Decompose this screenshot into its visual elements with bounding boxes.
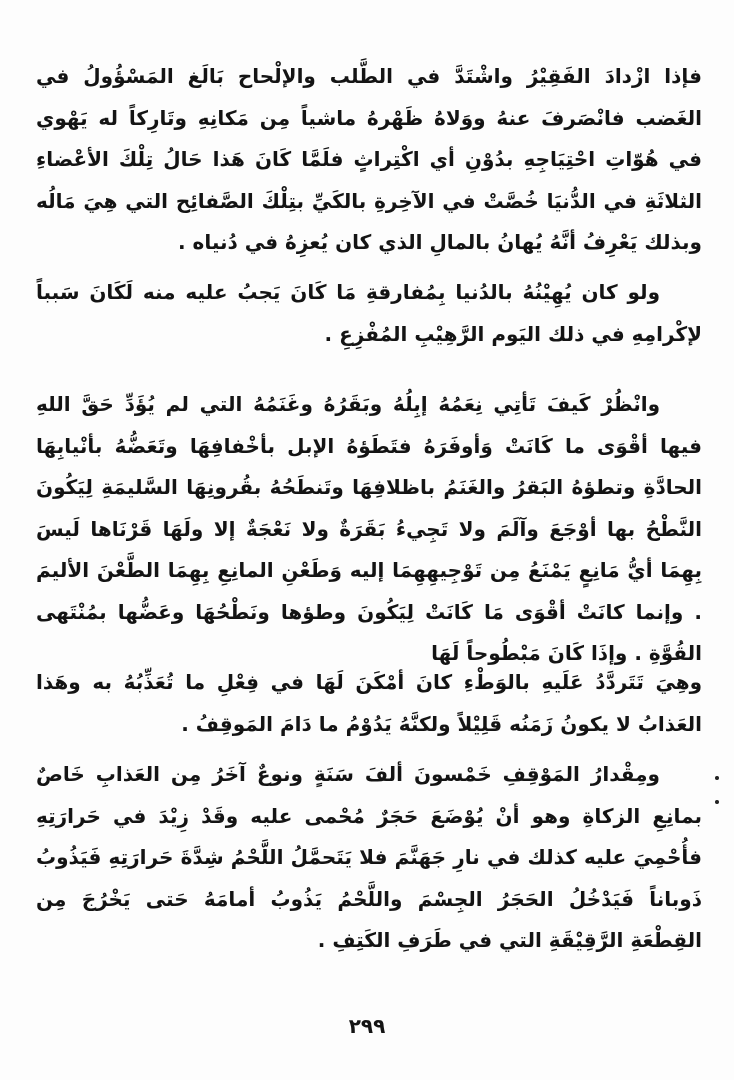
- paragraph-1: [36, 56, 702, 264]
- paragraph-3: [36, 384, 702, 675]
- paragraph-text: ولو كان يُهِيْنُهُ بالدُنيا بِمُفارقةِ مَا كَانَ يَجبُ عليه منه لَكَانَ سَبباً لإكْرامِهِ في ذلك اليَوم الرَّهِيْبِ المُفْزِعِ .: [36, 280, 702, 346]
- paragraph-5: [36, 754, 702, 962]
- paragraph-4: [36, 662, 702, 745]
- paragraph-text: وهِيَ تَتَردَّدُ عَلَيهِ بالوَطْءِ كانَ أمْكَنَ لَهَا في فِعْلِ ما تُعَذِّبُهُ به وهَذا العَذابُ لا يكونُ زَمَنُه قَلِيْلاً ولكنَّهُ يَدُوْمُ ما دَامَ المَوقِفُ .: [36, 670, 702, 736]
- paragraph-text: فإذا ازْدادَ الفَقِيْرُ واشْتَدَّ في الطَّلب والإلْحاح بَالَغ المَسْؤُولُ في الغَضب فانْصَرفَ عنهُ ووَلاهُ ظَهْرهُ ماشياً مِن مَكانِهِ وتَارِكاً له يَهْوي في هُوّاتِ احْتِيَاجِهِ بدُوْنِ أي اكْتِراثٍ فلَمَّا كَانَ هَذا حَالُ تِلْكَ الأعْضاءِ الثلاثَةِ في الدُّنيَا خُصَّتْ في الآخِرةِ بالكَيِّ بتِلْكَ الصَّفائِح التي هِيَ مَالُه وبذلك يَعْرِفُ أنَّهُ يُهانُ بالمالِ الذي كان يُعزِهُ في دُنياه .: [36, 64, 702, 254]
- page-number: ٢٩٩: [348, 1014, 386, 1038]
- paragraph-2: [36, 272, 702, 355]
- margin-dot: [715, 776, 719, 780]
- margin-dot: [715, 800, 719, 804]
- paragraph-text: ومِقْدارُ المَوْقِفِ خَمْسونَ ألفَ سَنَةٍ ونوعٌ آخَرُ مِن العَذابِ خَاصٌ بمانِعِ الزكاةِ وهو أنْ يُوْضَعَ حَجَرٌ مُحْمى عليه وقَدْ زِيْدَ في حَرارَتِهِ فأُحْمِيَ عليه كذلك في نارِ جَهَنَّمَ فلا يَتَحمَّلُ اللَّحْمُ شِدَّةَ حَرارَتِهِ فَيَذُوبُ ذَوباناً فَيَدْخُلُ الحَجَرُ الجِسْمَ واللَّحْمُ يَذُوبُ أمامَهُ حَتى يَخْرُجَ مِن القِطْعَةِ الرَّقِيْقَةِ التي في طَرَفِ الكَتِفِ .: [36, 762, 702, 952]
- paragraph-text: وانْظُرْ كَيفَ تَأتِي نِعَمُهُ إبِلُهُ وبَقَرُهُ وغَنَمُهُ التي لم يُؤَدِّ حَقَّ اللهِ فيها أقْوَى ما كَانَتْ وَأوفَرَهُ فتَطَؤهُ الإبل بأخْفافِهَا وتَعَضُّهُ بأنْيابِهَا الحادَّةِ وتطؤهُ البَقرُ والغَنَمُ باظلافِهَا وتَنطَحُهُ بقُرونِهَا السَّليمَةِ لِيَكُونَ النَّطْحُ بها أوْجَعَ وآلَمَ ولا تَجِيءُ بَقَرَةٌ ولا نَعْجَةٌ إلا ولَهَا قَرْنَاها لَيسَ بِهِمَا أيُّ مَانِعٍ يَمْنَعُ مِن تَوْجِيهِهِمَا إليه وَطَعْنِ المانِعِ بِهِمَا الطَّعْنَ الأليمَ . وإنما كانَتْ أقْوَى مَا كَانَتْ لِيَكُونَ وطؤها ونَطْحُهَا وعَضُّها بمُنْتَهى القُوَّةِ . وإذَا كَانَ مَبْطُوحاً لَهَا: [36, 392, 702, 665]
